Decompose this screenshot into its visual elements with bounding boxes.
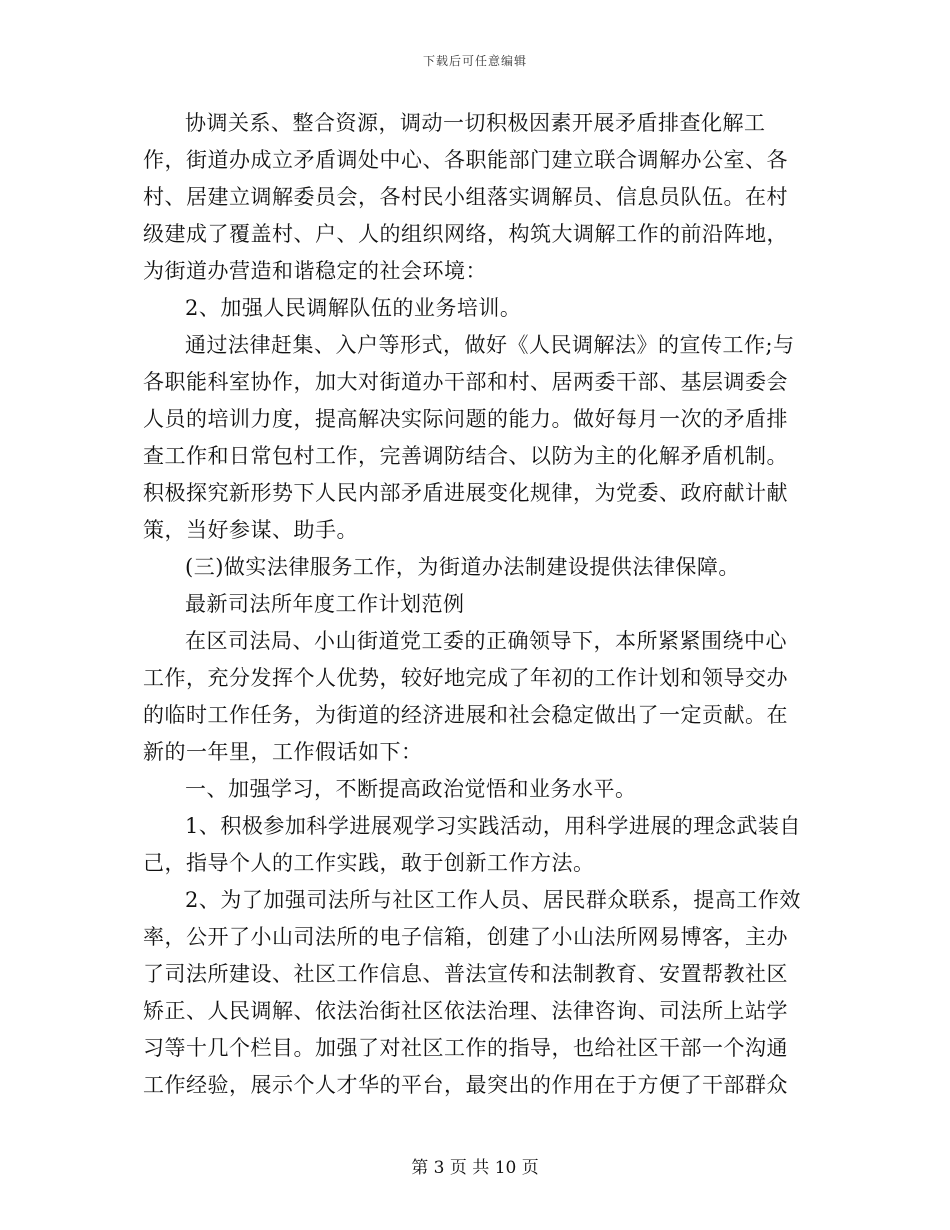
paragraph-8: 1、积极参加科学进展观学习实践活动，用科学进展的理念武装自己，指导个人的工作实践，敢于创新工作方法。: [143, 814, 801, 875]
page-footer: 第 3 页 共 10 页: [411, 1158, 539, 1178]
paragraph-3: 通过法律赶集、入户等形式，做好《人民调解法》的宣传工作;与各职能科室协作，加大对街道办干部和村、居两委干部、基层调委会人员的培训力度，提高解决实际问题的能力。做好每月一次的矛盾排查工作和日常包村工作，完善调防结合、以防为主的化解矛盾机制。积极探究新形势下人民内部矛盾进展变化规律，为党委、政府献计献策，当好参谋、助手。: [143, 333, 795, 542]
paragraph-6: 在区司法局、小山街道党工委的正确领导下，本所紧紧围绕中心工作，充分发挥个人优势，较好地完成了年初的工作计划和领导交办的临时工作任务，为街道的经济进展和社会稳定做出了一定贡献。在新的一年里，工作假话如下：: [143, 629, 788, 764]
paragraph-9: 2、为了加强司法所与社区工作人员、居民群众联系，提高工作效率，公开了小山司法所的电子信箱，创建了小山法所网易博客，主办了司法所建设、社区工作信息、普法宣传和法制教育、安置帮教社区矫正、人民调解、依法治街社区依法治理、法律咨询、司法所上站学习等十几个栏目。加强了对社区工作的指导，也给社区干部一个沟通工作经验，展示个人才华的平台，最突出的作用在于方便了干部群众: [143, 888, 801, 1097]
section-title: 最新司法所年度工作计划范例: [185, 592, 465, 616]
page-header: 下载后可任意编辑: [422, 54, 527, 68]
paragraph-7: 一、加强学习，不断提高政治觉悟和业务水平。: [185, 777, 637, 801]
document-body: [143, 105, 803, 1104]
paragraph-4: (三)做实法律服务工作，为街道办法制建设提供法律保障。: [185, 555, 740, 579]
paragraph-1: 协调关系、整合资源，调动一切积极因素开展矛盾排查化解工作，街道办成立矛盾调处中心、各职能部门建立联合调解办公室、各村、居建立调解委员会，各村民小组落实调解员、信息员队伍。在村级建成了覆盖村、户、人的组织网络，构筑大调解工作的前沿阵地，为街道办营造和谐稳定的社会环境：: [143, 111, 788, 283]
paragraph-2: 2、加强人民调解队伍的业务培训。: [185, 296, 522, 320]
